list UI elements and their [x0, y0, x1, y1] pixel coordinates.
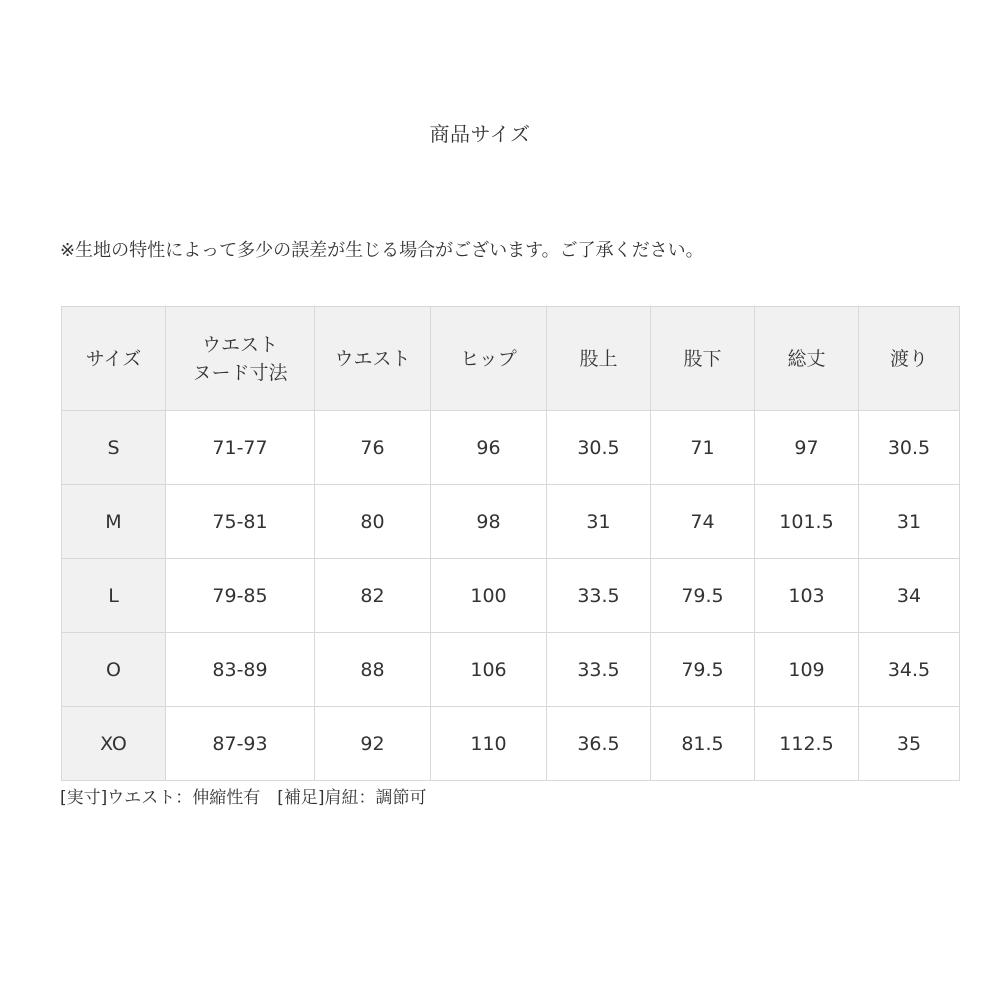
header-rise [547, 307, 651, 411]
table-cell: 80 [315, 485, 431, 559]
table-cell: 79.5 [651, 559, 755, 633]
header-thigh [859, 307, 960, 411]
header-waist-nude [166, 307, 315, 411]
table-cell: 34 [859, 559, 960, 633]
table-cell: 83-89 [166, 633, 315, 707]
header-size [62, 307, 166, 411]
table-cell: 96 [431, 411, 547, 485]
table-cell: 81.5 [651, 707, 755, 781]
table-row [62, 485, 960, 559]
table-row [62, 633, 960, 707]
table-cell: 82 [315, 559, 431, 633]
table-cell: 71-77 [166, 411, 315, 485]
size-table [61, 306, 960, 781]
header-waist [315, 307, 431, 411]
table-cell: 31 [547, 485, 651, 559]
table-cell: 79.5 [651, 633, 755, 707]
table-cell: 33.5 [547, 559, 651, 633]
table-cell: 75-81 [166, 485, 315, 559]
table-cell: 106 [431, 633, 547, 707]
disclaimer-note: ※生地の特性によって多少の誤差が生じる場合がございます。ご了承ください。 [60, 240, 704, 261]
table-cell: 92 [315, 707, 431, 781]
table-cell: 87-93 [166, 707, 315, 781]
table-cell: 101.5 [755, 485, 859, 559]
table-cell: 34.5 [859, 633, 960, 707]
footnote: [実寸]ウエスト：伸縮性有 [補足]肩紐：調節可 [60, 788, 427, 808]
header-label: 渡り [889, 347, 928, 370]
page-title: 商品サイズ [429, 122, 531, 146]
table-cell: 88 [315, 633, 431, 707]
header-label-waist-line2: ヌード寸法 [192, 361, 288, 384]
table-cell: 71 [651, 411, 755, 485]
size-cell: L [62, 559, 166, 633]
table-cell: 98 [431, 485, 547, 559]
table-cell: 31 [859, 485, 960, 559]
table-cell: 110 [431, 707, 547, 781]
size-cell: S [62, 411, 166, 485]
header-hip [431, 307, 547, 411]
table-cell: 33.5 [547, 633, 651, 707]
table-cell: 36.5 [547, 707, 651, 781]
header-inseam [651, 307, 755, 411]
table-cell: 97 [755, 411, 859, 485]
table-row [62, 559, 960, 633]
table-cell: 112.5 [755, 707, 859, 781]
table-cell: 109 [755, 633, 859, 707]
table-cell: 79-85 [166, 559, 315, 633]
header-label: ウエスト [334, 347, 411, 370]
header-label: 総丈 [787, 347, 826, 370]
size-cell: M [62, 485, 166, 559]
header-label-waist-line1: ウエスト [201, 333, 278, 356]
table-header-row [62, 307, 960, 411]
table-cell: 30.5 [547, 411, 651, 485]
header-label: 股下 [683, 347, 722, 370]
table-row [62, 707, 960, 781]
table-cell: 74 [651, 485, 755, 559]
table-cell: 30.5 [859, 411, 960, 485]
table-row [62, 411, 960, 485]
header-label: 股上 [579, 347, 618, 370]
table-cell: 76 [315, 411, 431, 485]
table-cell: 103 [755, 559, 859, 633]
header-total-length [755, 307, 859, 411]
header-label: ヒップ [460, 347, 517, 370]
table-cell: 100 [431, 559, 547, 633]
size-cell: XO [62, 707, 166, 781]
header-label: サイズ [85, 347, 142, 370]
table-cell: 35 [859, 707, 960, 781]
size-cell: O [62, 633, 166, 707]
